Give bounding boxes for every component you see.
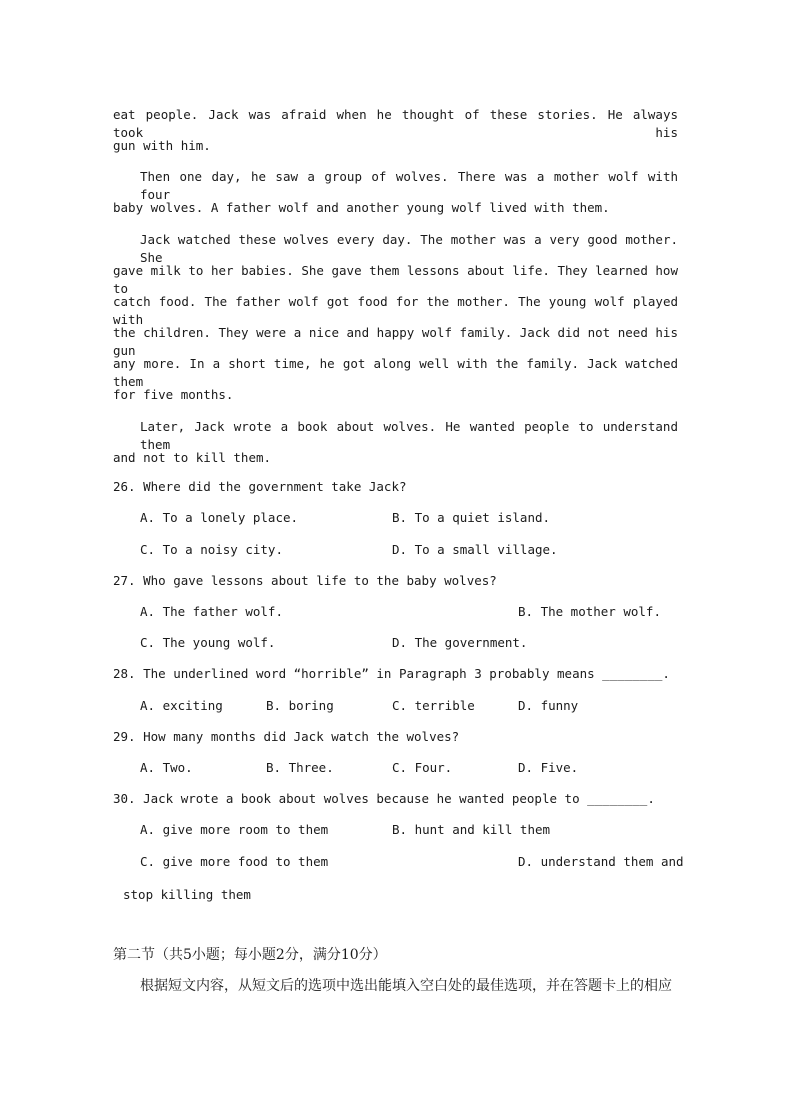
option-a[interactable]: A. The father wolf. [140, 604, 283, 619]
passage-line: eat people. Jack was afraid when he thought of these stories. He always took his [113, 107, 678, 140]
option-b[interactable]: B. hunt and kill them [392, 822, 551, 837]
option-c[interactable]: C. To a noisy city. [140, 542, 283, 557]
passage-line: for five months. [113, 387, 234, 402]
passage-line: catch food. The father wolf got food for the mother. The young wolf played with [113, 294, 678, 327]
question-stem: 27. Who gave lessons about life to the baby wolves? [113, 573, 497, 588]
option-d[interactable]: D. understand them and [518, 854, 684, 869]
passage-line: gave milk to her babies. She gave them lessons about life. They learned how to [113, 263, 678, 296]
section-instruction: 根据短文内容，从短文后的选项中选出能填入空白处的最佳选项，并在答题卡上的相应 [140, 978, 672, 994]
option-b[interactable]: B. To a quiet island. [392, 510, 551, 525]
passage-line: the children. They were a nice and happy wolf family. Jack did not need his gun [113, 325, 678, 358]
passage-line: baby wolves. A father wolf and another young wolf lived with them. [113, 200, 610, 215]
option-c[interactable]: C. Four. [392, 760, 453, 775]
option-d[interactable]: D. funny [518, 698, 579, 713]
question-stem: 29. How many months did Jack watch the wolves? [113, 729, 460, 744]
option-d[interactable]: D. To a small village. [392, 542, 558, 557]
option-c[interactable]: C. give more food to them [140, 854, 329, 869]
option-d[interactable]: D. Five. [518, 760, 579, 775]
passage-line: and not to kill them. [113, 450, 272, 465]
passage-line: Jack watched these wolves every day. The mother was a very good mother. She [140, 232, 678, 265]
option-a[interactable]: A. exciting [140, 698, 223, 713]
option-a[interactable]: A. To a lonely place. [140, 510, 299, 525]
passage-line: any more. In a short time, he got along well with the family. Jack watched them [113, 356, 678, 389]
option-a[interactable]: A. give more room to them [140, 822, 329, 837]
option-c[interactable]: C. The young wolf. [140, 635, 276, 650]
option-c[interactable]: C. terrible [392, 698, 475, 713]
option-b[interactable]: B. boring [266, 698, 334, 713]
question-stem: 26. Where did the government take Jack? [113, 479, 407, 494]
option-d-continuation: stop killing them [123, 887, 251, 902]
question-stem: 28. The underlined word “horrible” in Paragraph 3 probably means ________. [113, 666, 670, 681]
option-a[interactable]: A. Two. [140, 760, 193, 775]
section-heading: 第二节（共5小题；每小题2分，满分10分） [113, 947, 387, 963]
question-stem: 30. Jack wrote a book about wolves because he wanted people to ________. [113, 791, 655, 806]
option-b[interactable]: B. The mother wolf. [518, 604, 661, 619]
passage-line: Later, Jack wrote a book about wolves. He wanted people to understand them [140, 419, 678, 452]
passage-line: gun with him. [113, 138, 211, 153]
passage-line: Then one day, he saw a group of wolves. There was a mother wolf with four [140, 169, 678, 202]
option-d[interactable]: D. The government. [392, 635, 528, 650]
option-b[interactable]: B. Three. [266, 760, 334, 775]
